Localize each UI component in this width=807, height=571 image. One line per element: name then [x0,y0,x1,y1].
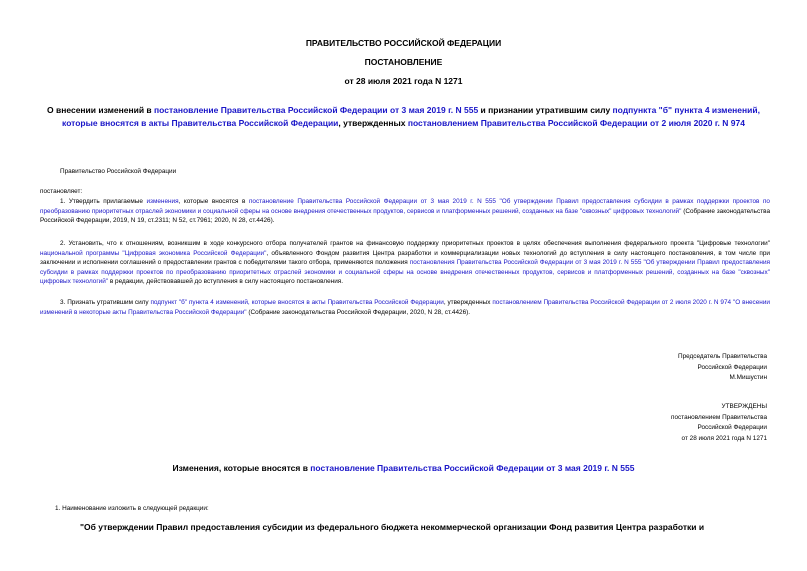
doc-type-heading: ПОСТАНОВЛЕНИЕ [364,57,443,67]
title-link-555[interactable]: постановление Правительства Российской Федерации от 3 мая 2019 г. N 555 [154,105,479,115]
changes-heading-link[interactable]: постановление Правительства Российской Федерации от 3 мая 2019 г. N 555 [310,463,635,473]
title-text-1: О внесении изменений в [47,105,155,115]
approved-block [671,402,767,444]
p1-link-555[interactable]: постановление Правительства Российской Федерации от 3 мая 2019 г. N 555 "Об утверждении Правил предоставления субсидии в рамках поддержки проектов по преобразованию приоритетных отраслей экономики и социальной сферы на основе внедрения отечественных продуктов, сервисов и платформенных решений, созданных на базе "сквозных" цифровых технологий" [40,198,770,215]
approved-line-1: УТВЕРЖДЕНЫ [721,403,767,410]
p2-link-program[interactable]: национальной программы "Цифровая экономика Российской Федерации" [40,249,267,257]
p1-text-1: 1. Утвердить прилагаемые [60,198,147,205]
p2-text-2: , объявленного Фондом развития Центра разработки и коммерциализации новых технологий до вступления в силу настоящего постановления, в том числе при заключении и исполнении соглашений о предоставлении грантов с победителями такого отбора, применяются положения [40,249,770,267]
paragraph-2 [40,239,770,287]
change-item-1: 1. Наименование изложить в следующей редакции: [55,505,209,512]
document-title [40,104,767,130]
approved-line-4: от 28 июля 2021 года N 1271 [681,434,767,442]
paragraph-1 [40,197,770,226]
paragraph-3 [40,298,770,317]
p2-text-1: 2. Установить, что к отношениям, возникшим в ходе конкурсного отбора получателей грантов на финансовую поддержку приоритетных проектов в целях обеспечения выполнения федерального проекта "Цифровые технологии" [60,240,770,247]
p3-text-1: 3. Признать утратившим силу [60,299,151,306]
p3-link-974[interactable]: постановлением Правительства Российской Федерации от 2 июля 2020 г. N 974 "О внесении изменений в некоторые акты Правительства Российской Федерации" [40,299,770,316]
approved-line-3: Российской Федерации [697,424,767,431]
p1-text-2: , которые вносятся в [178,198,249,205]
p3-link-subpoint[interactable]: подпункт "б" пункта 4 изменений, которые вносятся в акты Правительства Российской Федерации [150,299,444,306]
p3-text-2: , утвержденных [443,299,493,306]
signature-line-1: Председатель Правительства [678,353,767,360]
title-text-2: и признании утратившим силу [478,105,613,115]
changes-heading-text: Изменения, которые вносятся в [172,463,311,473]
p3-text-3: (Собрание законодательства Российской Федерации, 2020, N 28, ст.4426). [246,308,471,316]
p2-link-555[interactable]: постановления Правительства Российской Федерации от 3 мая 2019 г. N 555 "Об утверждении Правил предоставления субсидии в рамках поддержки проектов по преобразованию приоритетных отраслей экономики и социальной сферы на основе внедрения отечественных продуктов, сервисов и платформенных решений, созданных на базе "сквозных" цифровых технологий" [40,259,770,286]
decides: постановляет: [40,188,83,195]
issuer: Правительство Российской Федерации [60,168,177,175]
signature-line-3: М.Мишустин [729,374,767,381]
signature-line-2: Российской Федерации [697,363,767,371]
title-link-974[interactable]: постановлением Правительства Российской Федерации от 2 июля 2020 г. N 974 [407,118,745,128]
approved-line-2: постановлением Правительства [671,413,767,421]
date-number: от 28 июля 2021 года N 1271 [344,76,463,86]
title-text-3: , утвержденных [338,118,408,128]
p1-text-3: (Собрание законодательства Российской Федерации, 2019, N 19, ст.2311; N 52, ст.7961; 2020, N 28, ст.4426). [40,207,770,225]
new-title-quote: "Об утверждении Правил предоставления субсидии из федерального бюджета некоммерческой организации Фонд развития Центра разработки и [80,522,705,532]
title-link-subpoint[interactable]: подпункта "б" пункта 4 изменений, которые вносятся в акты Правительства Российской Федерации [62,105,760,128]
authority-heading: ПРАВИТЕЛЬСТВО РОССИЙСКОЙ ФЕДЕРАЦИИ [305,38,502,48]
p1-link-changes[interactable]: изменения [146,198,179,205]
changes-heading [0,462,807,475]
signature-block [678,352,767,384]
p2-text-3: в редакции, действовавшей до вступления в силу настоящего постановления. [108,278,344,286]
